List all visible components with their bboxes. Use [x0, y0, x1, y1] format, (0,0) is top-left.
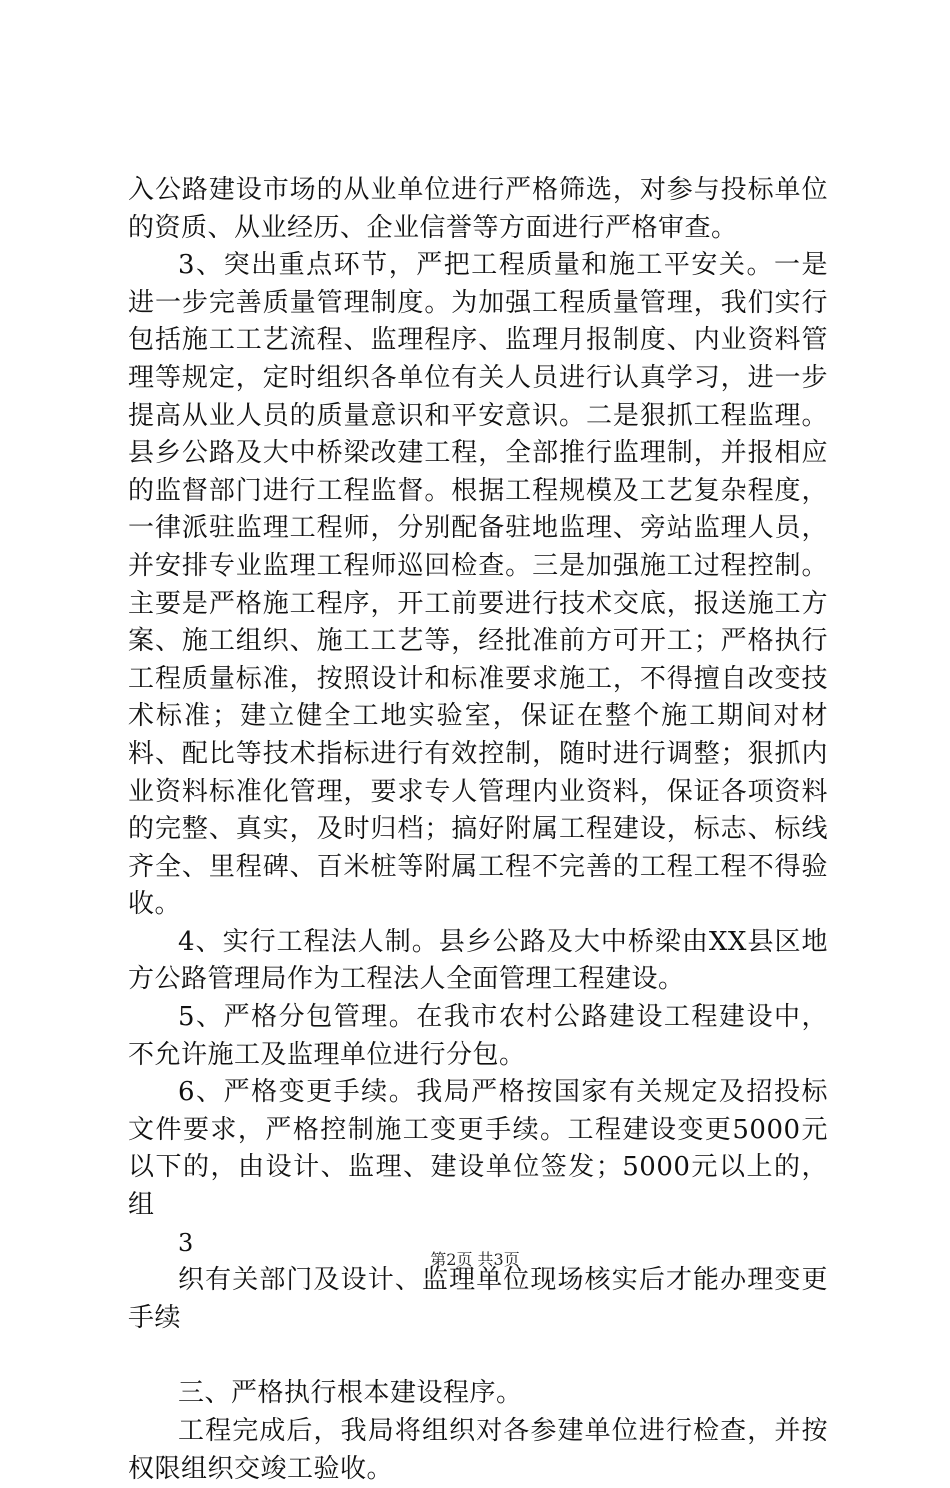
- paragraph-continued: 入公路建设市场的从业单位进行严格筛选，对参与投标单位的资质、从业经历、企业信誉等方面进行严格审查。: [128, 175, 828, 243]
- section-heading: 三、严格执行根本建设程序。: [178, 1378, 523, 1409]
- paragraph-item-3: 3、突出重点环节，严把工程质量和施工平安关。一是进一步完善质量管理制度。为加强工程质量管理，我们实行包括施工工艺流程、监理程序、监理月报制度、内业资料管理等规定，定时组织各单位有关人员进行认真学习，进一步提高从业人员的质量意识和平安意识。二是狠抓工程监理。县乡公路及大中桥梁改建工程，全部推行监理制，并报相应的监督部门进行工程监督。根据工程规模及工艺复杂程度，一律派驻监理工程师，分别配备驻地监理、旁站监理人员，并安排专业监理工程师巡回检查。三是加强施工过程控制。主要是严格施工程序，开工前要进行技术交底，报送施工方案、施工组织、施工工艺等，经批准前方可开工；严格执行工程质量标准，按照设计和标准要求施工，不得擅自改变技术标准；建立健全工地实验室，保证在整个施工期间对材料、配比等技术指标进行有效控制，随时进行调整；狠抓内业资料标准化管理，要求专人管理内业资料，保证各项资料的完整、真实，及时归档；搞好附属工程建设，标志、标线齐全、里程碑、百米桩等附属工程不完善的工程工程不得验收。: [128, 250, 828, 920]
- page-footer: 第2页 共3页: [430, 1250, 520, 1269]
- spacer: [128, 1337, 828, 1375]
- paragraph-item-6: 6、严格变更手续。我局严格按国家有关规定及招投标文件要求，严格控制施工变更手续。工程建设变更5000元以下的，由设计、监理、建设单位签发；5000元以上的，组: [128, 1077, 828, 1221]
- document-body: [128, 172, 828, 1488]
- paragraph-continuation: 织有关部门及设计、监理单位现场核实后才能办理变更手续: [128, 1265, 828, 1333]
- paragraph-item-4: 4、实行工程法人制。县乡公路及大中桥梁由XX县区地方公路管理局作为工程法人全面管理工程建设。: [128, 926, 828, 995]
- inline-page-number: 3: [178, 1228, 194, 1257]
- paragraph-item-5: 5、严格分包管理。在我市农村公路建设工程建设中，不允许施工及监理单位进行分包。: [128, 1002, 828, 1070]
- paragraph-final: 工程完成后，我局将组织对各参建单位进行检查，并按权限组织交竣工验收。: [128, 1416, 828, 1484]
